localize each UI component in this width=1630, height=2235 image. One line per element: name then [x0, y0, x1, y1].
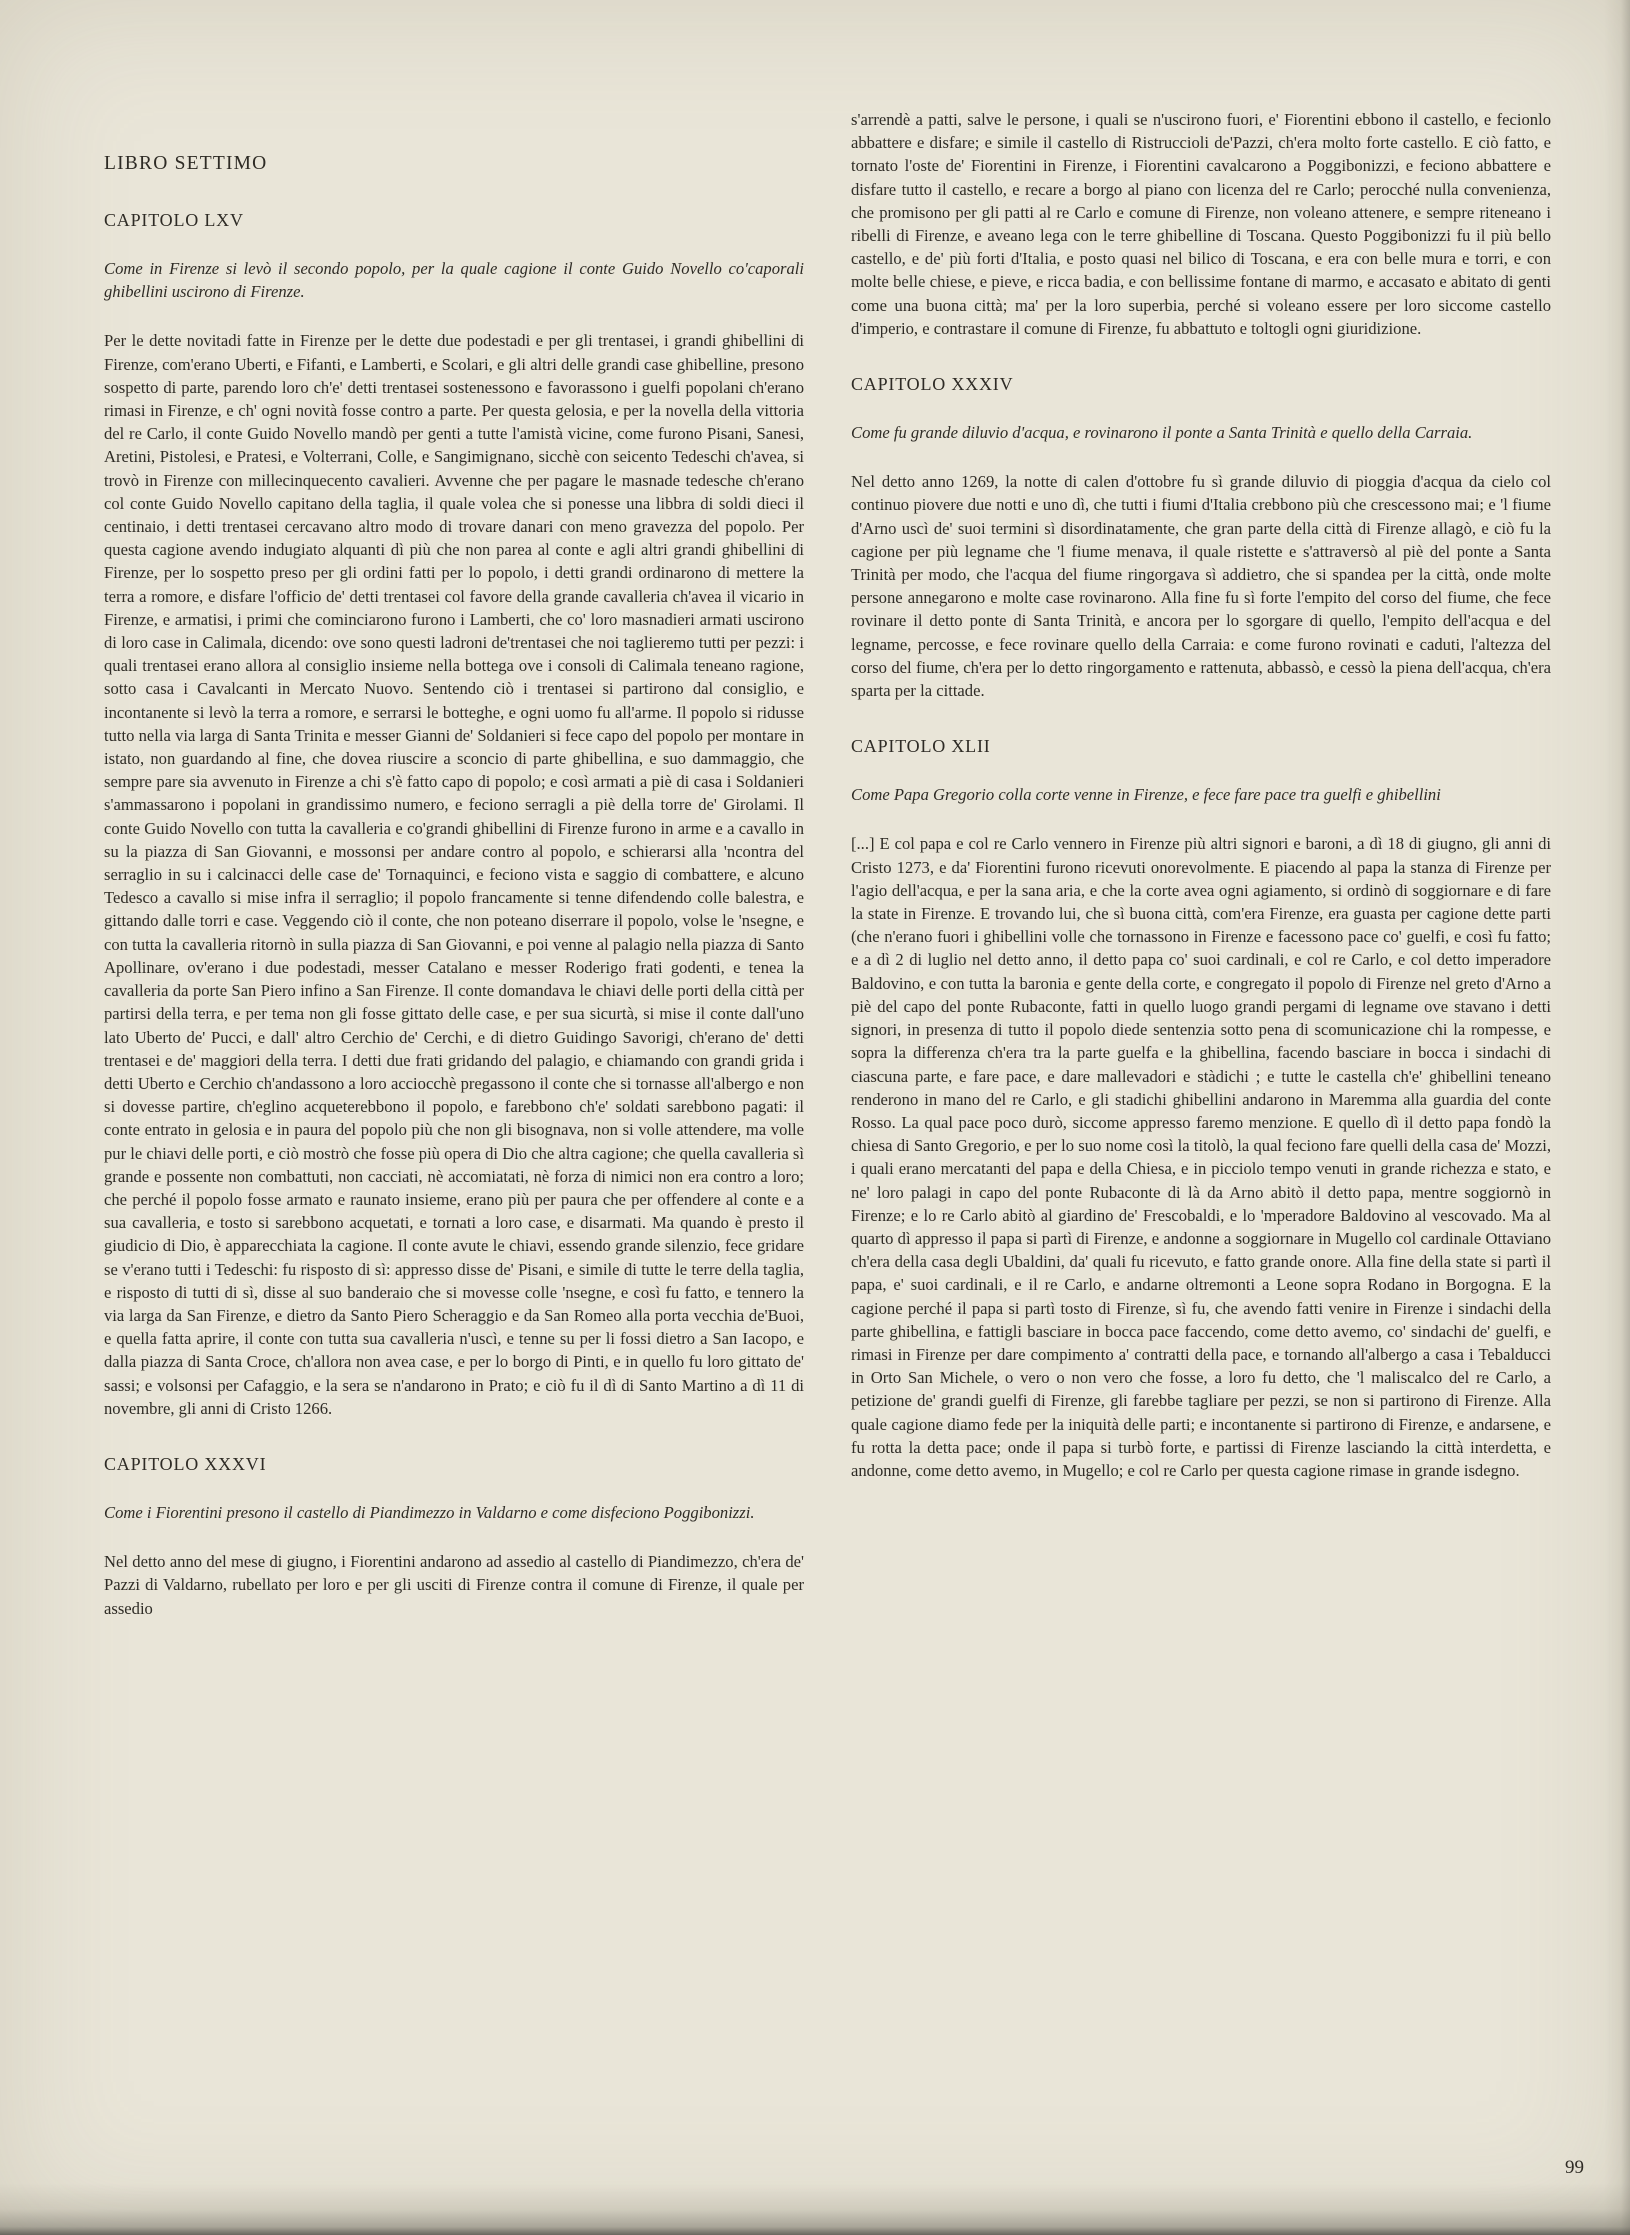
- book-title: LIBRO SETTIMO: [104, 153, 268, 174]
- chapter-title-lxv: CAPITOLO LXV: [104, 210, 244, 230]
- chapter-title-xxxiv: CAPITOLO XXXIV: [851, 374, 1014, 395]
- page-edge-bottom: [0, 2183, 1630, 2235]
- chapter-body-xxxvi-continued: s'arrendè a patti, salve le persone, i quali se n'uscirono fuori, e' Fiorentini ebbono il castello, e fecionlo abbattere e disfare; e simile il castello di Ristruccioli de'Pazzi, ch'era molto forte castello. E ciò fatto, e tornato l'oste de' Fiorentini in Firenze, i Fiorentini cavalcarono a Poggibonizzi, e feciono abbattere e disfare tutto il castello, e recare a borgo al piano con licenza del re Carlo; perocché nulla convenienza, che promisono per gli patti al re Carlo e comune di Firenze, non voleano attenere, e sempre riteneano i ribelli di Firenze, e aveano lega con le terre ghibelline di Toscana. Questo Poggibonizzi fu il più bello castello, e de' più forti d'Italia, e posto quasi nel bilico di Toscana, e era con belle mura e torri, e con molte belle chiese, e pieve, e ricca badia, e con bellissime fontane di marmo, e accasato e abitato di genti come una buona città; ma' per la loro superbia, perché si voleano essere per loro siccome castello d'imperio, e contrastare il comune di Firenze, fu abbattuto e toltogli ogni giuridizione.: [851, 110, 1551, 338]
- right-column: [851, 108, 1551, 1482]
- chapter-subtitle-lxv: Come in Firenze si levò il secondo popolo, per la quale cagione il conte Guido Novello co'caporali ghibellini uscirono di Firenze.: [104, 259, 804, 302]
- chapter-body-xlii: [...] E col papa e col re Carlo vennero in Firenze più altri signori e baroni, a dì 18 di giugno, gli anni di Cristo 1273, e da' Fiorentini furono ricevuti onorevolmente. E piacendo al papa la stanza di Firenze per l'agio dell'acqua, e per la sana aria, e che la corte avea ogni agiamento, si ordinò di soggiornare e di fare la state in Firenze. E trovando lui, che sì buona città, com'era Firenze, era guasta per cagione dette parti (che n'erano fuori i ghibellini volle che tornassono in Firenze e facessono pace co' guelfi, e così fu fatto; e a dì 2 di luglio nel detto anno, il detto papa co' suoi cardinali, e col re Carlo, e col detto imperadore Baldovino, e con tutta la baronia e gente della corte, e congregato il popolo di Firenze nel greto d'Arno a piè del capo del ponte Rubaconte, fatti in quello luogo grandi pergami di legname ove stavano i detti signori, in presenza di tutto il popolo diede sentenzia sotto pena di scomunicazione chi la rompesse, e sopra la differenza ch'era tra la parte guelfa e la ghibellina, facendo basciare in bocca i sindachi di ciascuna parte, e fare pace, e dare mallevadori e stàdichi ; e tutte le castella ch'e' ghibellini teneano renderono in mano del re Carlo, e gli stadichi ghibellini andarono in Maremma alla guardia del conte Rosso. La qual pace poco durò, siccome appresso faremo menzione. E quello dì il detto papa fondò la chiesa di Santo Gregorio, e per lo suo nome così la titolò, la qual feciono fare quelli della casa de' Mozzi, i quali erano mercatanti del papa e della Chiesa, e in picciolo tempo venuti in grande richezza e stato, e ne' loro palagi in capo del ponte Rubaconte di là da Arno abitò il detto papa, mentre soggiornò in Firenze; e lo re Carlo abitò al giardino de' Frescobaldi, e lo 'mperadore Baldovino al vescovado. Ma al quarto dì appresso il papa si partì di Firenze, e andonne a soggiornare in Mugello col cardinale Ottaviano ch'era della casa degli Ubaldini, da' quali fu ricevuto, e fatto grande onore. Alla fine della state si partì il papa, e' suoi cardinali, e il re Carlo, e andarne oltremonti a Leone sopra Rodano in Borgogna. E la cagione perché il papa si partì tosto di Firenze, sì fu, che avendo fatti venire in Firenze i sindachi della parte ghibellina, e fattigli basciare in bocca pace faccendo, come detto avemo, co' sindachi de' guelfi, e rimasi in Firenze per dare compimento a' contratti della pace, e tornando all'albergo a casa i Tebalducci in Orto San Michele, o vero o non vero che fosse, a loro fu detto, che 'l maliscalco del re Carlo, a petizione de' grandi guelfi di Firenze, gli farebbe tagliare per pezzi, se non si partirono di Firenze. Alla quale cagione diamo fede per la iniquità delle parti; e incontanente si partirono di Firenze, e andarsene, e fu rotta la detta pace; onde il papa si turbò forte, e partissi di Firenze lasciando la città interdetta, e andonne, come detto avemo, in Mugello; e col re Carlo per questa cagione rimase in grande isdegno.: [851, 834, 1551, 1480]
- left-column: [104, 152, 804, 1620]
- chapter-body-lxv: Per le dette novitadi fatte in Firenze per le dette due podestadi e per gli trentasei, i grandi ghibellini di Firenze, com'erano Uberti, e Fifanti, e Lamberti, e Scolari, e gli altri delle grandi case ghibelline, presono sospetto di parte, parendo loro ch'e' detti trentasei sostenessono e favorassono i guelfi popolani ch'erano rimasi in Firenze, e ch' ogni novità fosse contro a parte. Per questa gelosia, e per la novella della vittoria del re Carlo, il conte Guido Novello mandò per genti a tutte l'amistà vicine, come furono Pisani, Sanesi, Aretini, Pistolesi, e Pratesi, e Volterrani, Colle, e Sangimignano, sicchè con seicento Tedeschi ch'avea, si trovò in Firenze con millecinquecento cavalieri. Avvenne che per pagare le masnade tedesche ch'erano col conte Guido Novello capitano della taglia, il quale volea che si ponesse una libbra di soldi dieci il centinaio, i detti trentasei cercavano altro modo di trovare danari con meno gravezza del popolo. Per questa cagione avendo indugiato alquanti dì più che non parea al conte e agli altri grandi ghibellini di Firenze, per lo sospetto preso per gli ordini fatti per lo popolo, i detti grandi ordinarono di mettere la terra a romore, e disfare l'officio de' detti trentasei col favore della grande cavalleria ch'avea il vicario in Firenze, e armatisi, i primi che cominciarono furono i Lamberti, che co' loro masnadieri armati uscirono di loro case in Calimala, dicendo: ove sono questi ladroni de'trentasei che noi taglieremo tutti per pezzi: i quali trentasei erano allora al consiglio insieme nella bottega ove i consoli di Calimala teneano ragione, sotto casa i Cavalcanti in Mercato Nuovo. Sentendo ciò i trentasei si partirono dal consiglio, e incontanente si levò la terra a romore, e serrarsi le botteghe, e ogni uomo fu all'arme. Il popolo si ridusse tutto nella via larga di Santa Trinita e messer Gianni de' Soldanieri si fece capo del popolo per montare in istato, non guardando al fine, che dovea riuscire a sconcio di parte ghibellina, e suo dammaggio, che sempre pare sia avvenuto in Firenze a chi s'è fatto capo di popolo; e così armati a piè di casa i Soldanieri s'ammassarono i popolani in grandissimo numero, e feciono serragli a piè della torre de' Girolami. Il conte Guido Novello con tutta la cavalleria e co'grandi ghibellini di Firenze furono in arme e a cavallo in su la piazza di San Giovanni, e mossonsi per andare contro al popolo, e schierarsi alla 'ncontra del serraglio in su i calcinacci delle case de' Tornaquinci, e feciono vista e saggio di combattere, e alcuno Tedesco a cavallo si mise infra il serraglio; il popolo francamente si tenne difendendo colle balestra, e gittando dalle torri e case. Veggendo ciò il conte, che non poteano diserrare il popolo, volse le 'nsegne, e con tutta la cavalleria ritornò in sulla piazza di San Giovanni, e poi venne al palagio nella piazza di Santo Apollinare, ov'erano i due podestadi, messer Catalano e messer Roderigo frati godenti, e tenea la cavalleria da porte San Piero infino a San Firenze. Il conte domandava le chiavi delle porti della città per partirsi della terra, e per tema non gli fosse gittato delle case, e per sua sicurtà, si mise il conte dall'uno lato Uberto de' Pucci, e dall' altro Cerchio de' Cerchi, e di dietro Guidingo Savorigi, ch'erano de' detti trentasei e de' maggiori della terra. I detti due frati gridando del palagio, e chiamando con grandi grida i detti Uberto e Cerchio ch'andassono a loro acciocchè pregassono il conte che si tornasse all'albergo e non si dovesse partire, ch'eglino acqueterebbono il popolo, e farebbono ch'e' soldati sarebbono pagati: il conte entrato in gelosia e in paura del popolo più che non gli bisognava, non si volle attendere, ma volle pur le chiavi delle porti, e ciò mostrò che fosse più opera di Dio che altra cagione; che quella cavalleria sì grande e possente non combattuti, non cacciati, nè accomiatati, nè forza di nimici non era contro a loro; che perché il popolo fosse armato e raunato insieme, erano più per paura che per offendere al conte e a sua cavalleria, e tosto si sarebbono acquetati, e tornati a loro case, e disarmati. Ma quando è presto il giudicio di Dio, è apparecchiata la cagione. Il conte avute le chiavi, essendo grande silenzio, fece gridare se v'erano tutti i Tedeschi: fu risposto di sì: appresso disse de' Pisani, e simile di tutte le terre della taglia, e risposto di tutti di sì, disse al suo banderaio che si movesse colle 'nsegne, e così fu fatto, e tennero la via larga da San Firenze, e dietro da Santo Piero Scheraggio e da San Romeo alla porta vecchia de'Buoi, e quella fatta aprire, il conte con tutta sua cavalleria n'uscì, e tenne su per li fossi dietro a San Iacopo, e dalla piazza di Santa Croce, ch'allora non avea case, e per lo borgo di Pinti, e in quello fu loro gittato de' sassi; e volsonsi per Cafaggio, e la sera se n'andarono in Prato; e ciò fu il dì di Santo Martino a dì 11 di novembre, gli anni di Cristo 1266.: [104, 331, 804, 1418]
- chapter-subtitle-xxxvi: Come i Fiorentini presono il castello di Piandimezzo in Valdarno e come disfeciono Poggibonizzi.: [104, 1502, 755, 1522]
- chapter-title-xxxvi: CAPITOLO XXXVI: [104, 1453, 267, 1474]
- page-edge-right: [1604, 0, 1630, 2235]
- chapter-body-xxxvi: Nel detto anno del mese di giugno, i Fiorentini andarono ad assedio al castello di Piandimezzo, ch'era de' Pazzi di Valdarno, rubellato per loro e per gli usciti di Firenze contra il comune di Firenze, il quale per assedio: [104, 1552, 804, 1618]
- page-number: 99: [1565, 2157, 1584, 2178]
- chapter-subtitle-xxxiv: Come fu grande diluvio d'acqua, e rovinarono il ponte a Santa Trinità e quello della Carraia.: [851, 423, 1473, 443]
- chapter-body-xxxiv: Nel detto anno 1269, la notte di calen d'ottobre fu sì grande diluvio di pioggia d'acqua da cielo col continuo piovere due notti e uno dì, che tutti i fiumi d'Italia crebbono più che crescessono mai; e 'l fiume d'Arno uscì de' suoi termini sì disordinatamente, che gran parte della città di Firenze allagò, e ciò fu la cagione per più legname che 'l fiume menava, il quale ristette e s'attraversò al piè del ponte a Santa Trinità per modo, che l'acqua del fiume ringorgava sì addietro, che si spandea per la città, onde molte persone annegarono e molte case rovinarono. Alla fine fu sì forte l'empito del corso del fiume, che fece rovinare il detto ponte di Santa Trinità, e ancora per lo sgorgare di quello, l'empito dell'acqua e del legname, percosse, e fece rovinare quello della Carraia: e come furono rovinati e caduti, l'altezza del corso del fiume, ch'era per lo detto ringorgamento e rattenuta, abbassò, e cessò la piena dell'acqua, ch'era sparta per la cittade.: [851, 472, 1551, 701]
- chapter-subtitle-xlii: Come Papa Gregorio colla corte venne in Firenze, e fece fare pace tra guelfi e ghibellini: [851, 785, 1441, 805]
- chapter-title-xlii: CAPITOLO XLII: [851, 736, 991, 757]
